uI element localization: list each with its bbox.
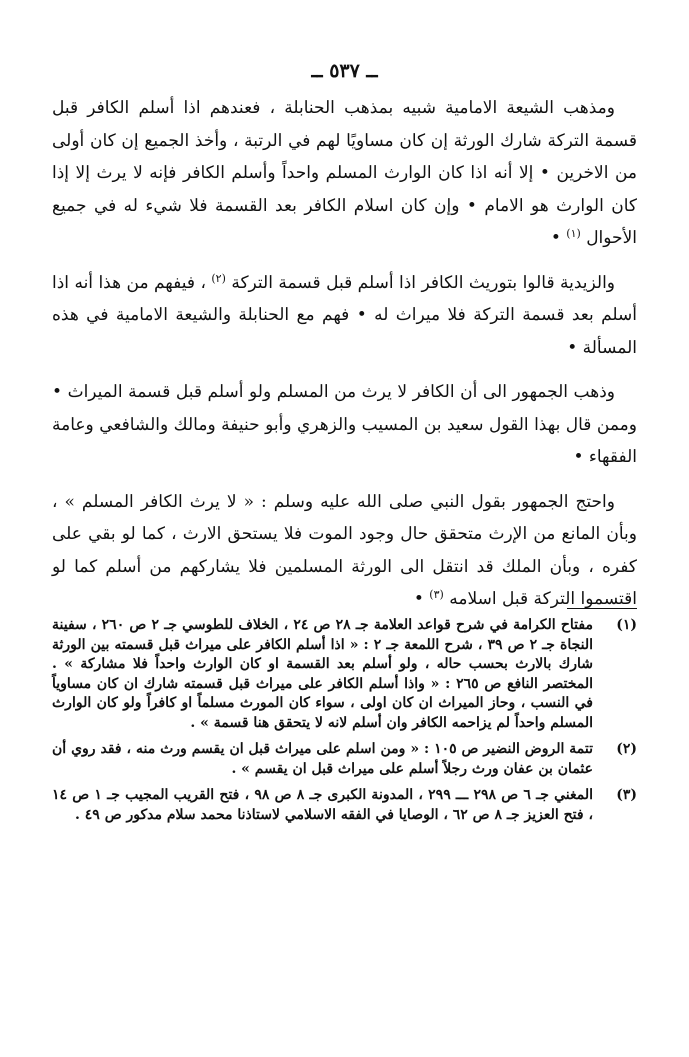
footnote-number: (٣) [616,787,637,803]
paragraph-text: ومذهب الشيعة الامامية شبيه بمذهب الحنابلة ، فعندهم اذا أسلم الكافر قبل قسمة التركة شارك الورثة إن كان مساويًا لهم في الرتبة ، وأخذ الجميع إن كان أولى من الاخرين • إلا أنه اذا كان الوارث المسلم واحداً وأسلم الكافر فإنه لا يرث إلا إذا كان الوارث هو الامام • وإن كان اسلام الكافر بعد القسمة فلا شيء له في جميع الأحوال [52,98,637,248]
paragraph-text: واحتج الجمهور بقول النبي صلى الله عليه وسلم : « لا يرث الكافر المسلم » ، وبأن المانع من الإرث متحقق حال وجود الموت فلا يستحق الارث ، كما لو بقي على كفره ، وبأن الملك قد انتقل الى الورثة المسلمين فلا يشاركهم من أسلم كما لو اقتسموا التركة قبل اسلامه [52,491,637,609]
paragraph [52,376,637,474]
footnote [52,786,637,825]
paragraph-text: والزيدية قالوا بتوريث الكافر اذا أسلم قبل قسمة التركة [231,272,615,293]
paragraph-text: وذهب الجمهور الى أن الكافر لا يرث من المسلم ولو أسلم قبل قسمة الميراث • وممن قال بهذا القول سعيد بن المسيب والزهري وأبو حنيفة ومالك والشافعي وعامة الفقهاء • [52,382,637,467]
footnote-text: المغني جـ ٦ ص ٢٩٨ ـــ ٢٩٩ ، المدونة الكبرى جـ ٨ ص ٩٨ ، فتح القريب المجيب جـ ١ ص ١٤ ، فتح العزيز جـ ٨ ص ٦٢ ، الوصايا في الفقه الاسلامي لاستاذنا محمد سلام مدكور ص ٤٩ . [52,787,593,823]
footnote-number: (١) [616,617,637,633]
footnote [52,616,637,733]
footnote-text: مفتاح الكرامة في شرح قواعد العلامة جـ ٢٨ ص ٢٤ ، الخلاف للطوسي جـ ٢ ص ٢٦٠ ، سفينة النجاة جـ ٢ ص ٣٩ ، شرح اللمعة جـ ٢ : « اذا أسلم الكافر على ميراث قبل قسمته بين الورثة شارك بالارث بحسب حاله ، ولو أسلم بعد القسمة او كان الوارث واحداً فلا مشاركة » . المختصر النافع ص ٢٦٥ : « واذا أسلم الكافر على ميراث قبل قسمته شارك ان كان مساوياً في النسب ، وحاز الميراث ان كان اولى ، سواء كان المورث مسلماً او كافراً ولو كان الوارث المسلم واحداً لم يزاحمه الكافر وان أسلم لانه لا يتحقق هنا قسمة » . [52,617,593,731]
paragraph [52,486,637,616]
main-text [52,92,637,616]
footnote-number: (٢) [616,741,637,757]
paragraph [52,92,637,255]
footnote-text: تتمة الروض النضير ص ١٠٥ : « ومن اسلم على ميراث قبل ان يقسم ورث منه ، فقد روي أن عثمان بن عفان ورث رجلاً أسلم على ميراث قبل ان يقسم » . [52,741,594,777]
footnotes [52,616,637,832]
footnote-reference[interactable]: (٢) [211,271,226,285]
page-number: ــ ٥٣٧ ــ [311,60,378,82]
footnote-reference[interactable]: (١) [566,227,581,240]
footnote [52,740,637,779]
paragraph [52,267,637,365]
paragraph-tail: • [550,228,567,248]
paragraph-tail: ، فيفهم من هذا أنه اذا أسلم بعد قسمة التركة فلا ميراث له • فهم مع الحنابلة والشيعة الامامية في هذه المسألة • [52,272,637,358]
footnote-reference[interactable]: (٣) [429,588,444,601]
paragraph-tail: • [413,589,430,609]
footnote-divider [567,608,637,609]
